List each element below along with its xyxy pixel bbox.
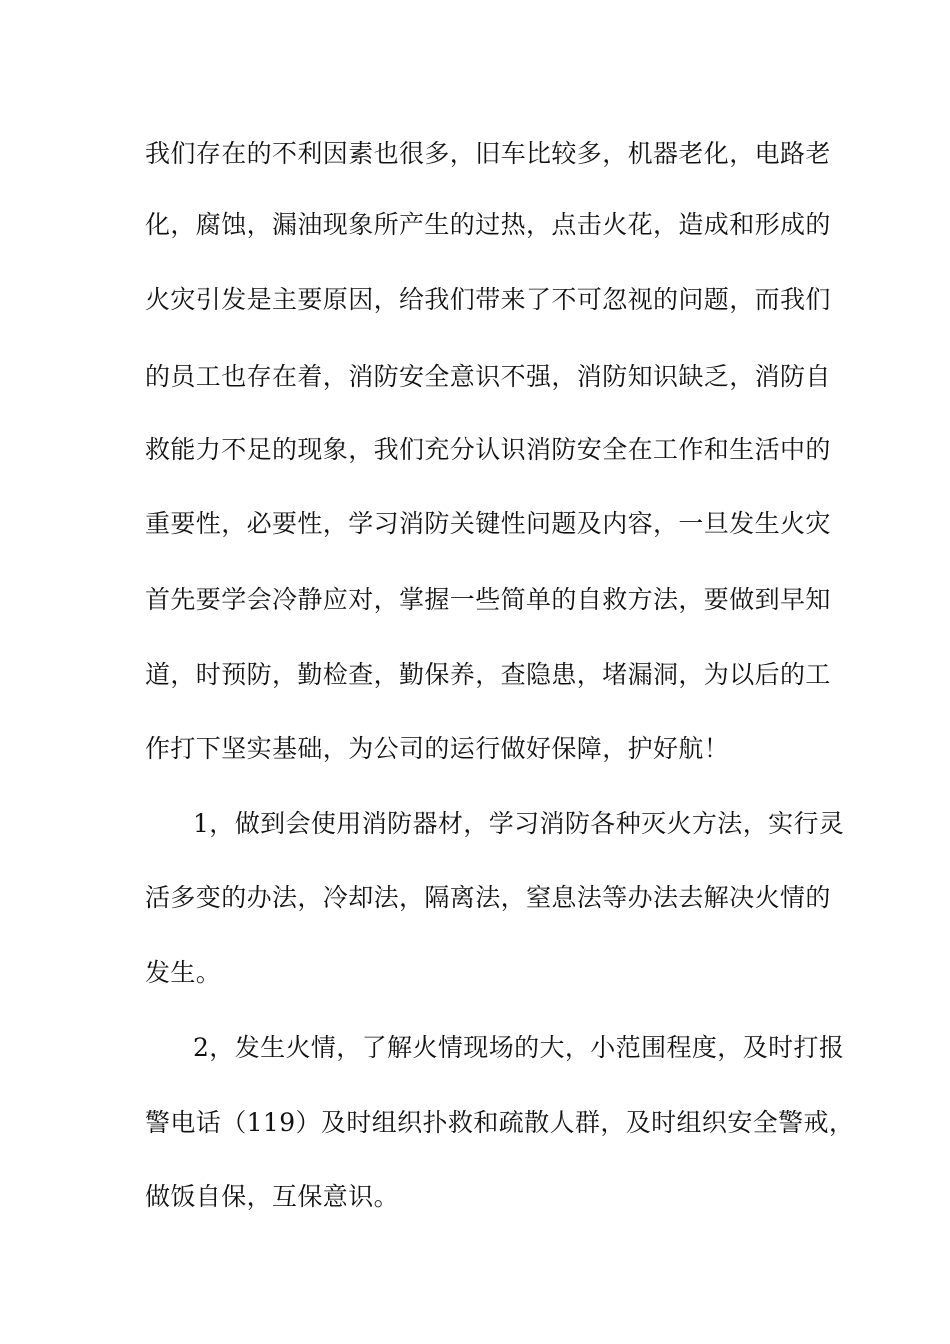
text-line: 救能力不足的现象，我们充分认识消防安全在工作和生活中的 — [145, 435, 831, 464]
text-line: 作打下坚实基础，为公司的运行做好保障，护好航！ — [145, 734, 730, 763]
text-line: 道，时预防，勤检查，勤保养，查隐患，堵漏洞，为以后的工 — [145, 660, 831, 689]
text-line: 化，腐蚀，漏油现象所产生的过热，点击火花，造成和形成的 — [145, 210, 831, 239]
text-line: 我们存在的不利因素也很多，旧车比较多，机器老化，电路老 — [145, 139, 831, 168]
text-line: 火灾引发是主要原因，给我们带来了不可忽视的问题，而我们 — [145, 285, 831, 314]
text-line: 2，发生火情，了解火情现场的大，小范围程度，及时打报 — [193, 1033, 845, 1062]
text-line: 的员工也存在着，消防安全意识不强，消防知识缺乏，消防自 — [145, 362, 831, 391]
text-line: 重要性，必要性，学习消防关键性问题及内容，一旦发生火灾 — [145, 509, 831, 538]
text-line: 1，做到会使用消防器材，学习消防各种灭火方法，实行灵 — [193, 809, 845, 838]
text-line: 活多变的办法，冷却法，隔离法，窒息法等办法去解决火情的 — [145, 883, 831, 912]
text-line: 做饭自保，互保意识。 — [145, 1182, 400, 1211]
text-line: 发生。 — [145, 958, 222, 987]
text-line: 警电话（119）及时组织扑救和疏散人群，及时组织安全警戒， — [145, 1108, 855, 1137]
text-line: 首先要学会冷静应对，掌握一些简单的自救方法，要做到早知 — [145, 585, 831, 614]
